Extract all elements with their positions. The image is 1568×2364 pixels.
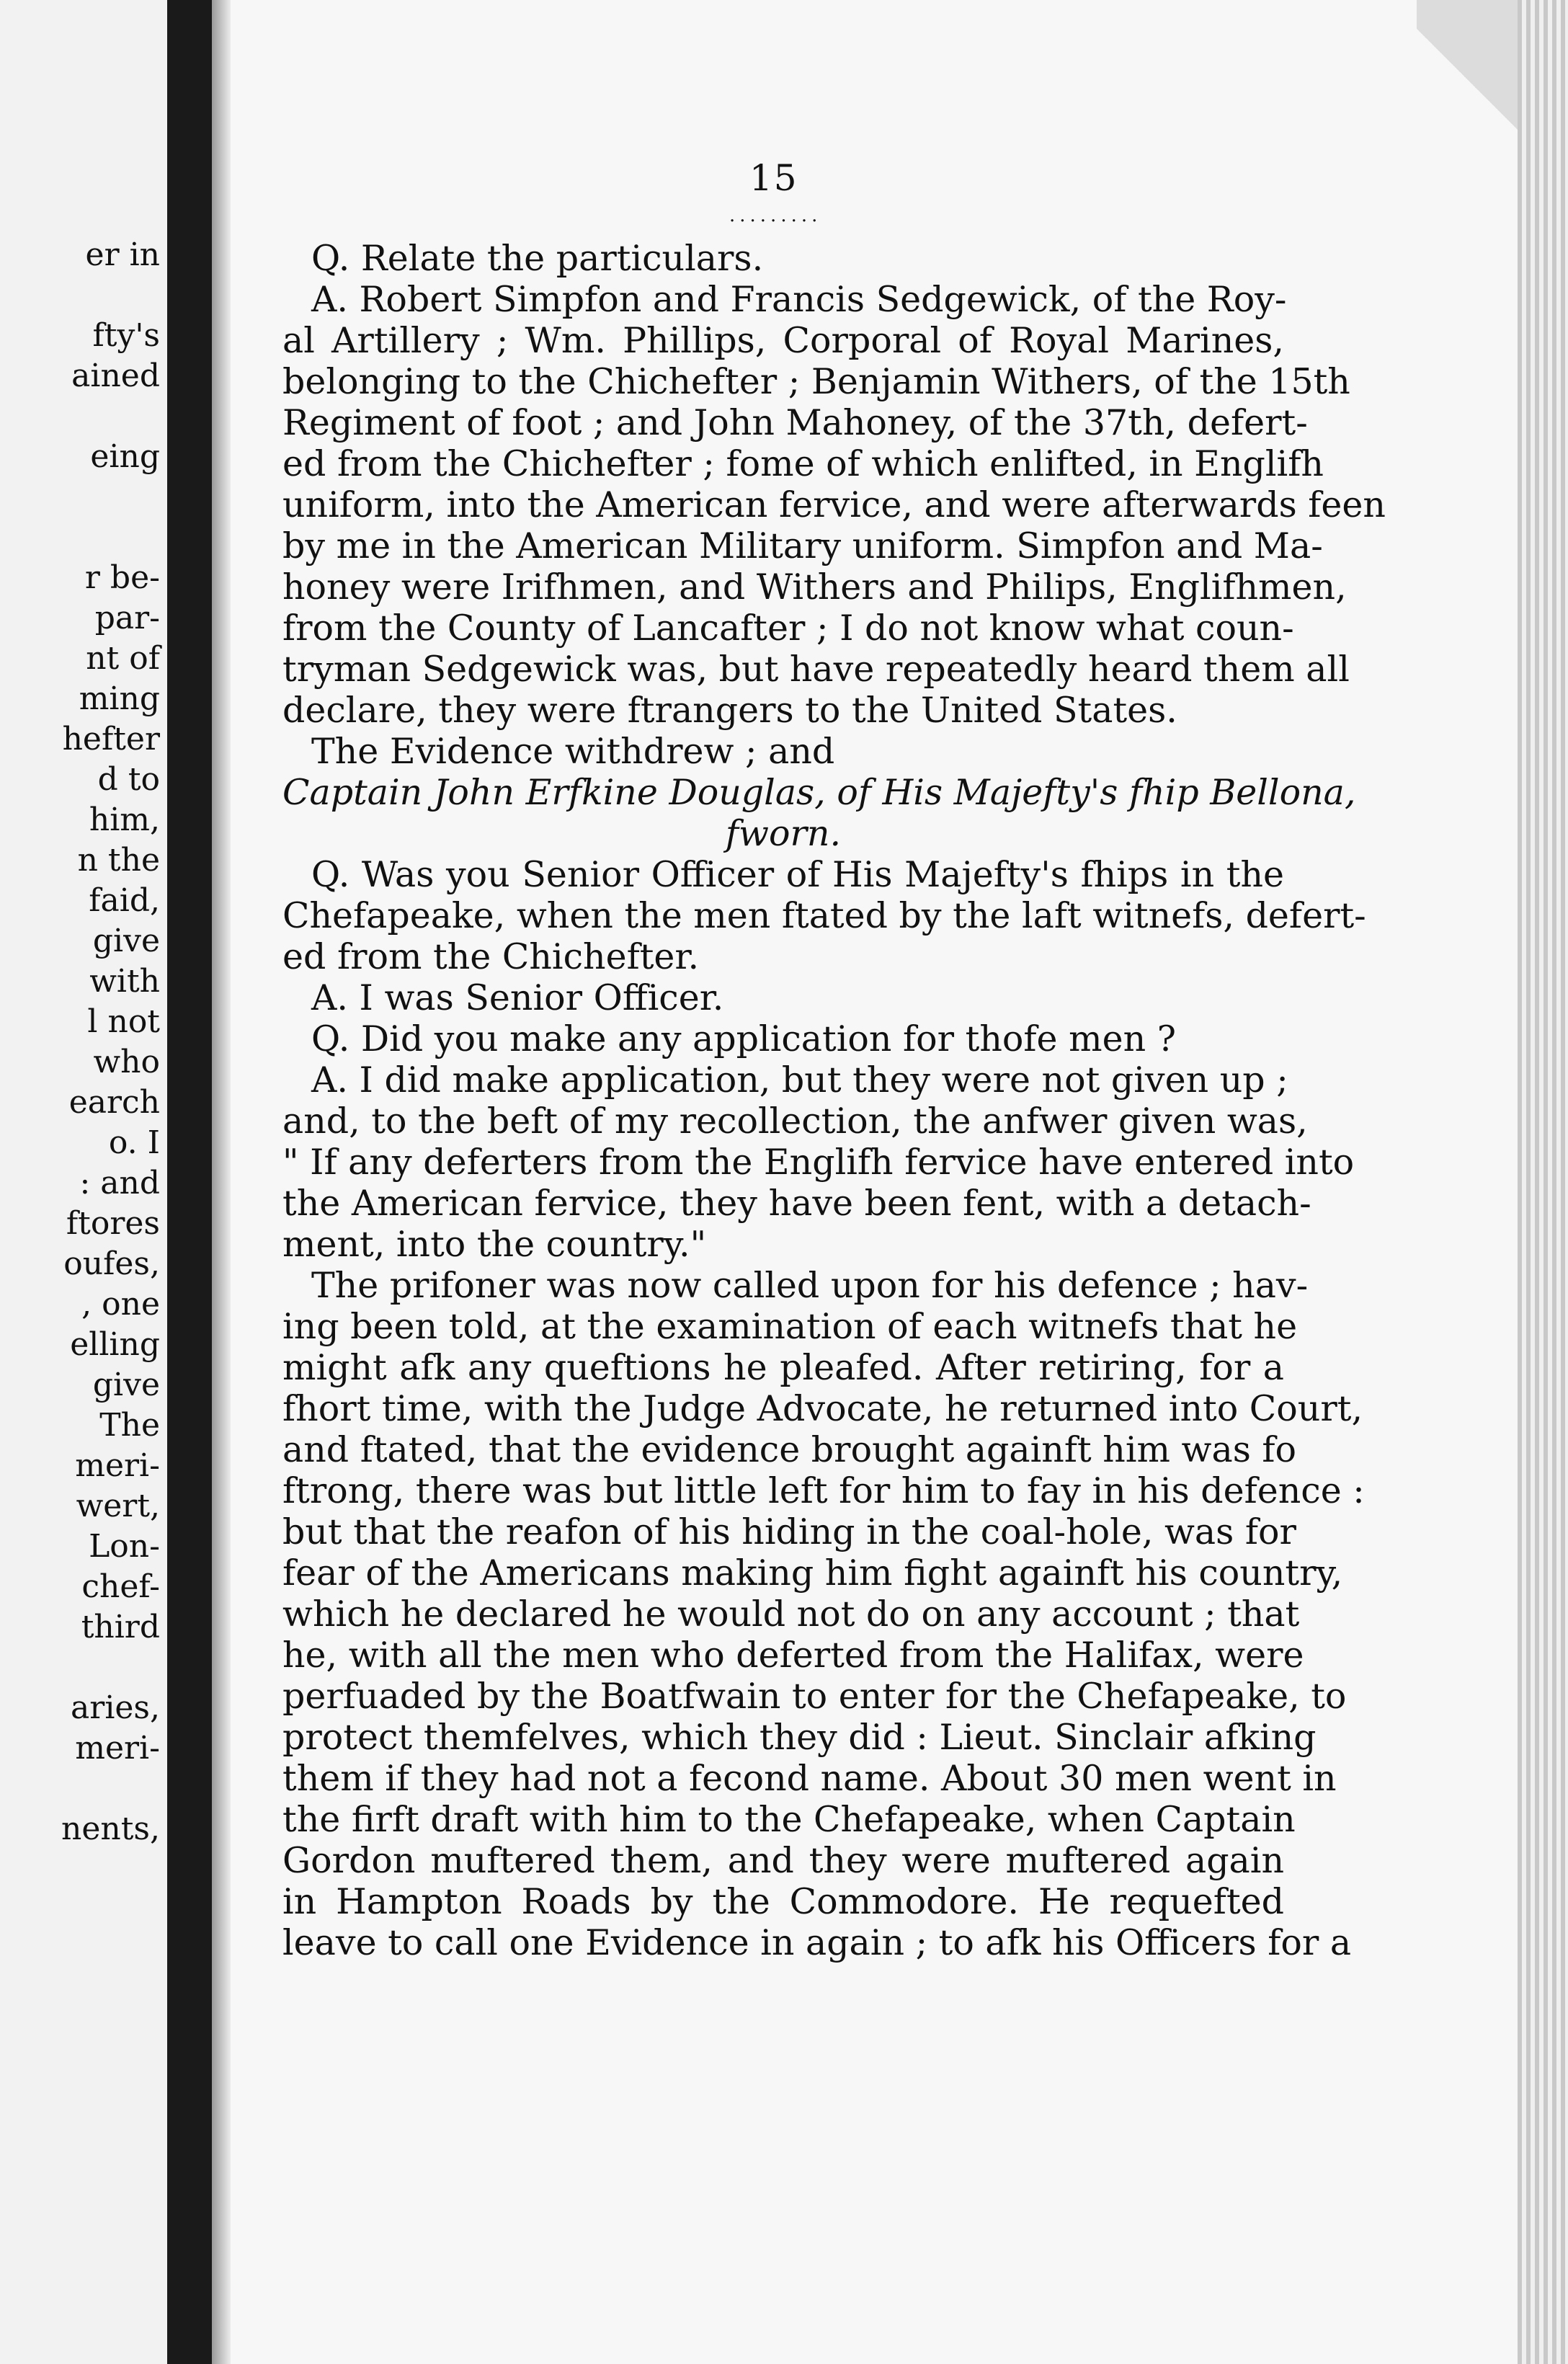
text-line: " If any deferters from the Englifh fervice have entered into xyxy=(282,1142,1355,1183)
facing-page-fragment: ained xyxy=(71,357,160,394)
text-line: Q. Did you make any application for thofe men ? xyxy=(311,1018,1176,1059)
text-line: tryman Sedgewick was, but have repeatedly heard them all xyxy=(282,649,1350,690)
text-line: Gordon muftered them, and they were muftered again xyxy=(282,1840,1284,1881)
text-line: the American fervice, they have been fent, with a detach- xyxy=(282,1183,1311,1224)
text-line: perfuaded by the Boatfwain to enter for the Chefapeake, to xyxy=(282,1676,1347,1717)
text-line: honey were Irifhmen, and Withers and Philips, Englifhmen, xyxy=(282,566,1347,608)
text-line: and, to the beft of my recollection, the anfwer given was, xyxy=(282,1101,1308,1142)
folded-corner xyxy=(1417,0,1518,159)
text-line: Q. Was you Senior Officer of His Majefty's fhips in the xyxy=(311,854,1284,895)
text-line: ing been told, at the examination of each witnefs that he xyxy=(282,1306,1298,1347)
facing-page-fragment: fty's xyxy=(92,317,160,354)
text-line: ment, into the country." xyxy=(282,1224,707,1265)
text-line: The prifoner was now called upon for his defence ; hav- xyxy=(311,1265,1309,1306)
text-line: by me in the American Military uniform. Simpfon and Ma- xyxy=(282,525,1323,566)
facing-page-fragment: r be- xyxy=(84,559,160,596)
text-line: ftrong, there was but little left for him to fay in his defence : xyxy=(282,1470,1365,1511)
facing-page-fragment: eing xyxy=(90,438,160,475)
page-edges xyxy=(1518,0,1568,2364)
facing-page-fragment: , one xyxy=(81,1286,160,1323)
text-line: fear of the Americans making him fight againft his country, xyxy=(282,1552,1343,1594)
body-text xyxy=(282,238,1386,1963)
text-line: leave to call one Evidence in again ; to afk his Officers for a xyxy=(282,1922,1352,1963)
facing-page-fragment: meri- xyxy=(75,1730,160,1767)
page-number: 15 xyxy=(749,157,798,199)
text-line: in Hampton Roads by the Commodore. He requefted xyxy=(282,1881,1284,1922)
text-line: from the County of Lancafter ; I do not know what coun- xyxy=(282,608,1294,649)
facing-page-fragment: nents, xyxy=(61,1810,160,1847)
gutter-shadow xyxy=(212,0,231,2364)
facing-page-fragment: give xyxy=(92,923,160,959)
text-line: A. I did make application, but they were not given up ; xyxy=(311,1059,1288,1101)
facing-page-fragment: aries, xyxy=(71,1689,160,1726)
facing-page-fragment: d to xyxy=(97,761,160,798)
text-line: Q. Relate the particulars. xyxy=(311,238,764,279)
text-line: fhort time, with the Judge Advocate, he returned into Court, xyxy=(282,1388,1363,1429)
facing-page-fragment: who xyxy=(93,1044,160,1080)
ornament-dots: ········· xyxy=(729,210,822,232)
facing-page-fragment: elling xyxy=(70,1326,160,1363)
text-line: belonging to the Chichefter ; Benjamin Withers, of the 15th xyxy=(282,361,1350,402)
text-line: might afk any queftions he pleafed. After retiring, for a xyxy=(282,1347,1284,1388)
facing-page-fragment: faid, xyxy=(89,882,160,919)
text-line: al Artillery ; Wm. Phillips, Corporal of Royal Marines, xyxy=(282,320,1284,361)
facing-page-fragment: par- xyxy=(94,600,160,636)
text-line: declare, they were ftrangers to the United States. xyxy=(282,690,1177,731)
text-line: Regiment of foot ; and John Mahoney, of the 37th, defert- xyxy=(282,402,1308,443)
text-line: uniform, into the American fervice, and were afterwards feen xyxy=(282,484,1386,525)
facing-page-fragment: er in xyxy=(85,236,160,273)
facing-page xyxy=(0,0,167,2364)
book-gutter xyxy=(167,0,212,2364)
text-line: ed from the Chichefter. xyxy=(282,936,700,977)
facing-page-fragment: hefter xyxy=(62,721,160,757)
facing-page-fragment: give xyxy=(92,1367,160,1403)
text-line: Chefapeake, when the men ftated by the laft witnefs, defert- xyxy=(282,895,1366,936)
text-line: fworn. xyxy=(725,813,842,854)
text-line: he, with all the men who deferted from the Halifax, were xyxy=(282,1635,1304,1676)
text-line: and ftated, that the evidence brought againft him was fo xyxy=(282,1429,1297,1470)
text-line: which he declared he would not do on any account ; that xyxy=(282,1594,1300,1635)
facing-page-fragment: : and xyxy=(79,1165,160,1201)
facing-page-fragment: chef- xyxy=(81,1568,160,1605)
facing-page-fragment: n the xyxy=(77,842,160,879)
facing-page-fragment: him, xyxy=(89,801,160,838)
facing-page-fragment: meri- xyxy=(75,1447,160,1484)
facing-page-fragment: l not xyxy=(87,1003,160,1040)
facing-page-fragment: with xyxy=(89,963,160,1000)
facing-page-fragment: o. I xyxy=(108,1124,160,1161)
text-line: but that the reafon of his hiding in the coal-hole, was for xyxy=(282,1511,1296,1552)
text-line: A. Robert Simpfon and Francis Sedgewick, of the Roy- xyxy=(311,279,1287,320)
text-line: the firft draft with him to the Chefapeake, when Captain xyxy=(282,1799,1296,1840)
facing-page-fragment: earch xyxy=(68,1084,160,1121)
facing-page-fragment: Lon- xyxy=(89,1528,160,1565)
text-line: A. I was Senior Officer. xyxy=(311,977,724,1018)
facing-page-fragment: The xyxy=(99,1407,160,1444)
text-line: protect themfelves, which they did : Lieut. Sinclair afking xyxy=(282,1717,1317,1758)
text-line: Captain John Erfkine Douglas, of His Majefty's fhip Bellona, xyxy=(282,772,1356,813)
facing-page-fragment: third xyxy=(81,1609,160,1645)
facing-page-fragment: ftores xyxy=(66,1205,160,1242)
facing-page-fragment: oufes, xyxy=(63,1245,160,1282)
text-line: ed from the Chichefter ; fome of which enlifted, in Englifh xyxy=(282,443,1324,484)
text-line: The Evidence withdrew ; and xyxy=(311,731,835,772)
text-line: them if they had not a fecond name. About 30 men went in xyxy=(282,1758,1337,1799)
facing-page-fragment: nt of xyxy=(86,640,160,677)
facing-page-fragment: wert, xyxy=(76,1488,160,1524)
facing-page-fragment: ming xyxy=(79,680,160,717)
